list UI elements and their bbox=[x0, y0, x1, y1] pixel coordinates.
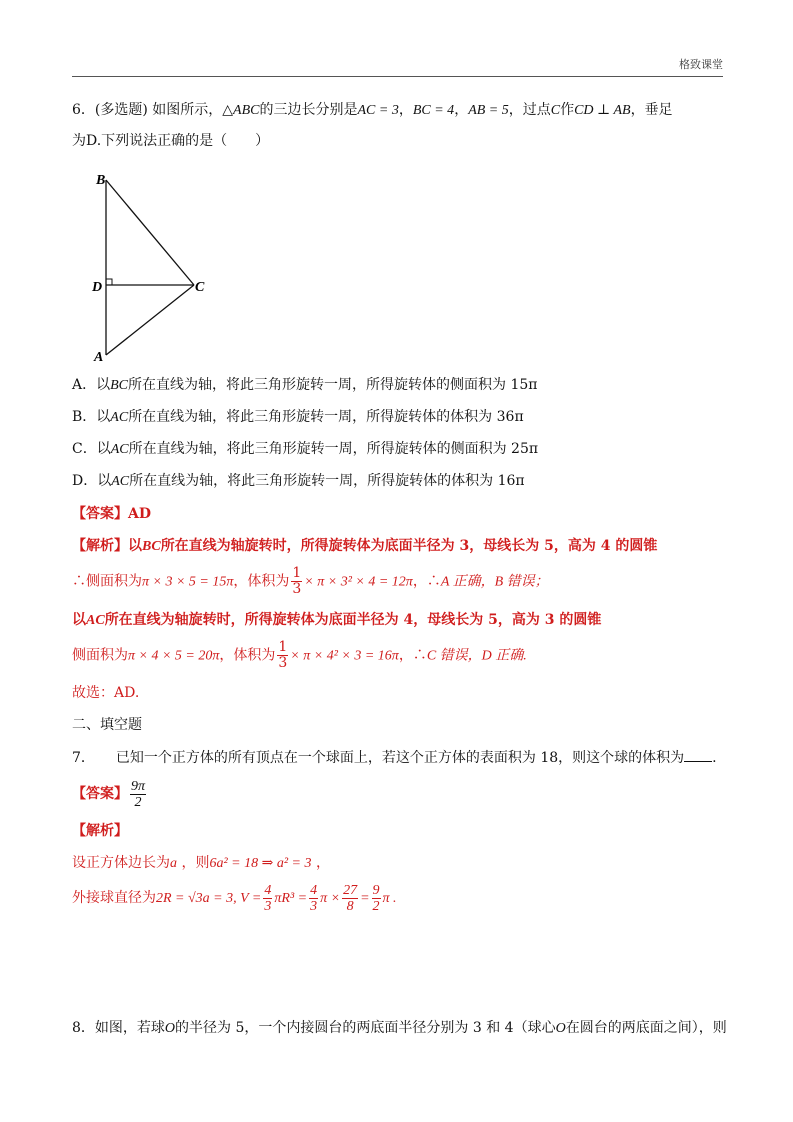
q7-stem bbox=[72, 748, 717, 768]
q6-analysis-text: ，体积为 bbox=[233, 573, 290, 590]
q7-stem-text: 7． 已知一个正方体的所有顶点在一个球面上，若这个正方体的表面积为 18，则这个球的体积为 bbox=[72, 750, 685, 766]
q8-stem-text: 8．如图，若球 bbox=[72, 1020, 165, 1036]
fraction-one-third bbox=[291, 566, 302, 597]
q6-analysis-text: 以 bbox=[72, 612, 86, 628]
fraction bbox=[309, 883, 318, 914]
q6-choose: 故选：AD. bbox=[72, 685, 140, 701]
q8-stem bbox=[72, 1018, 727, 1039]
fraction bbox=[263, 883, 272, 914]
fraction-num: 4 bbox=[264, 882, 272, 898]
q6-analysis-text: A 正确， bbox=[440, 574, 495, 590]
option-b bbox=[72, 407, 524, 428]
option-c-prefix: C．以 bbox=[72, 441, 111, 457]
q6-stem-text: ，垂足 bbox=[630, 102, 673, 118]
q6-analysis-axis: BC bbox=[142, 539, 161, 554]
q6-analysis-text: B 错误； bbox=[494, 574, 549, 590]
q6-triangle: △ABC bbox=[222, 103, 260, 118]
header-brand: 格致课堂 bbox=[679, 58, 723, 71]
q6-stem-text: 的三边长分别是 bbox=[259, 102, 358, 118]
q8-stem-text: 在圆台的两底面之间），则 bbox=[565, 1020, 727, 1036]
q6-perpendicular: CD ⊥ AB bbox=[574, 103, 631, 118]
q7-equation: πR³ = bbox=[274, 891, 308, 906]
q8-stem-text: 的半径为 5，一个内接圆台的两底面半径分别为 3 和 4（球心 bbox=[175, 1020, 556, 1036]
fraction-one-third bbox=[277, 640, 288, 671]
option-a-prefix: A．以 bbox=[72, 377, 111, 393]
q7-answer-label: 【答案】 bbox=[72, 786, 128, 802]
label-d: D bbox=[92, 280, 103, 295]
q7-analysis-text: 设正方体边长为 bbox=[72, 855, 170, 871]
option-d-prefix: D．以 bbox=[72, 473, 112, 489]
header-rule bbox=[72, 76, 723, 77]
q7-answer-fraction bbox=[130, 779, 146, 810]
segment-bc bbox=[106, 180, 194, 285]
fraction-num: 27 bbox=[343, 882, 358, 898]
q7-analysis-text: ，则 bbox=[181, 855, 210, 871]
q7-analysis-line2 bbox=[72, 881, 397, 916]
q6-eq-ac: AC = 3 bbox=[357, 103, 399, 118]
lateral-area-eq: π × 3 × 5 = 15π bbox=[142, 574, 234, 590]
q6-analysis-line1 bbox=[72, 536, 657, 557]
q6-analysis-line3 bbox=[72, 610, 601, 631]
section-title: 二、填空题 bbox=[72, 717, 142, 733]
label-b: B bbox=[96, 173, 106, 188]
option-d-axis: AC bbox=[111, 474, 130, 489]
q7-analysis-label: 【解析】 bbox=[72, 823, 128, 839]
fraction bbox=[372, 883, 381, 914]
q7-answer bbox=[72, 776, 148, 812]
q7-variable: a bbox=[170, 856, 177, 871]
fraction-den: 2 bbox=[372, 898, 380, 914]
q6-eq-bc: BC = 4 bbox=[412, 103, 455, 118]
q6-analysis-axis: AC bbox=[86, 613, 105, 628]
q7-analysis-line1 bbox=[72, 853, 330, 874]
q8-center: O bbox=[164, 1021, 176, 1036]
q7-analysis-text: ， bbox=[315, 855, 330, 871]
option-a-axis: BC bbox=[110, 378, 129, 393]
q7-analysis-text: 外接球直径为 bbox=[72, 890, 156, 906]
q6-analysis-text: ，∴ bbox=[412, 573, 441, 590]
volume-eq: × π × 4² × 3 = 16π bbox=[290, 648, 399, 664]
option-b-axis: AC bbox=[110, 410, 129, 425]
fraction-num: 1 bbox=[292, 565, 302, 581]
q6-answer bbox=[72, 504, 151, 524]
page-header bbox=[0, 0, 793, 80]
option-d-text: 所在直线为轴，将此三角形旋转一周，所得旋转体的体积为 16π bbox=[129, 473, 525, 489]
q7-equation: 2R = √3a = 3, V = bbox=[156, 891, 262, 906]
option-a bbox=[72, 375, 537, 396]
fraction bbox=[342, 883, 358, 914]
option-a-text: 所在直线为轴，将此三角形旋转一周，所得旋转体的侧面积为 15π bbox=[128, 377, 538, 393]
q6-analysis-text: 所在直线为轴旋转时，所得旋转体为底面半径为 4，母线长为 5，高为 3 的圆锥 bbox=[104, 612, 602, 628]
q6-analysis-text: ∴侧面积为 bbox=[72, 573, 142, 590]
q7-equation: 6a² = 18 ⇒ a² = 3 bbox=[209, 856, 312, 871]
option-c-axis: AC bbox=[110, 442, 129, 457]
q6-stem-text: ，过点 bbox=[508, 102, 551, 118]
q6-point-c: C bbox=[550, 103, 561, 118]
fraction-den: 3 bbox=[278, 655, 288, 671]
fraction-num: 9π bbox=[131, 778, 146, 794]
option-b-text: 所在直线为轴，将此三角形旋转一周，所得旋转体的体积为 36π bbox=[128, 409, 524, 425]
fraction-den: 8 bbox=[346, 898, 354, 914]
label-a: A bbox=[94, 350, 104, 365]
fraction-num: 4 bbox=[310, 882, 318, 898]
q6-eq-ab: AB = 5 bbox=[468, 103, 509, 118]
q6-stem-line1: 6．(多选题) 如图所示，△ABC的三边长分别是AC = 3，BC = 4，AB = 5，过点C作CD ⊥ AB，垂足 bbox=[72, 102, 673, 118]
q6-analysis-text: D 正确. bbox=[481, 648, 527, 664]
q6-stem-line2: 为D.下列说法正确的是（ ） bbox=[72, 133, 270, 149]
q6-analysis-text: 所在直线为轴旋转时，所得旋转体为底面半径为 3，母线长为 5，高为 4 的圆锥 bbox=[160, 538, 658, 554]
fraction-den: 3 bbox=[264, 898, 272, 914]
q6-analysis-text: 侧面积为 bbox=[72, 647, 128, 664]
q7-equation: π . bbox=[382, 891, 397, 906]
q6-stem-text: 6．(多选题) 如图所示， bbox=[72, 102, 223, 118]
label-c: C bbox=[195, 280, 205, 295]
q7-equation: π × bbox=[320, 891, 341, 906]
option-b-prefix: B．以 bbox=[72, 409, 111, 425]
right-angle-mark bbox=[106, 279, 112, 285]
q6-analysis-text: ，∴ bbox=[398, 647, 427, 664]
q6-answer-label: 【答案】 bbox=[72, 506, 128, 522]
option-c bbox=[72, 439, 538, 460]
q7-stem-end: . bbox=[712, 750, 717, 766]
triangle-figure bbox=[88, 170, 218, 365]
lateral-area-eq: π × 4 × 5 = 20π bbox=[128, 648, 220, 664]
q6-analysis-line2 bbox=[72, 566, 549, 598]
fraction-den: 3 bbox=[292, 581, 302, 597]
fraction-den: 3 bbox=[310, 898, 318, 914]
option-d bbox=[72, 471, 525, 492]
fraction-num: 1 bbox=[278, 639, 288, 655]
option-c-text: 所在直线为轴，将此三角形旋转一周，所得旋转体的侧面积为 25π bbox=[128, 441, 539, 457]
q6-analysis-line4 bbox=[72, 640, 527, 672]
q6-analysis-text: ，体积为 bbox=[219, 647, 276, 664]
q6-analysis-text: 以 bbox=[128, 538, 142, 554]
q8-center: O bbox=[555, 1021, 566, 1036]
segment-ac bbox=[106, 285, 194, 355]
fraction-den: 2 bbox=[134, 794, 142, 810]
fraction-num: 9 bbox=[372, 882, 380, 898]
answer-blank bbox=[684, 749, 712, 762]
q6-analysis-text: C 错误， bbox=[426, 648, 482, 664]
q7-equation: = bbox=[360, 891, 370, 906]
volume-eq: × π × 3² × 4 = 12π bbox=[304, 574, 413, 590]
q6-answer-value: AD bbox=[128, 506, 152, 522]
q6-stem-text: 作 bbox=[560, 102, 575, 118]
q6-analysis-label: 【解析】 bbox=[72, 538, 128, 554]
